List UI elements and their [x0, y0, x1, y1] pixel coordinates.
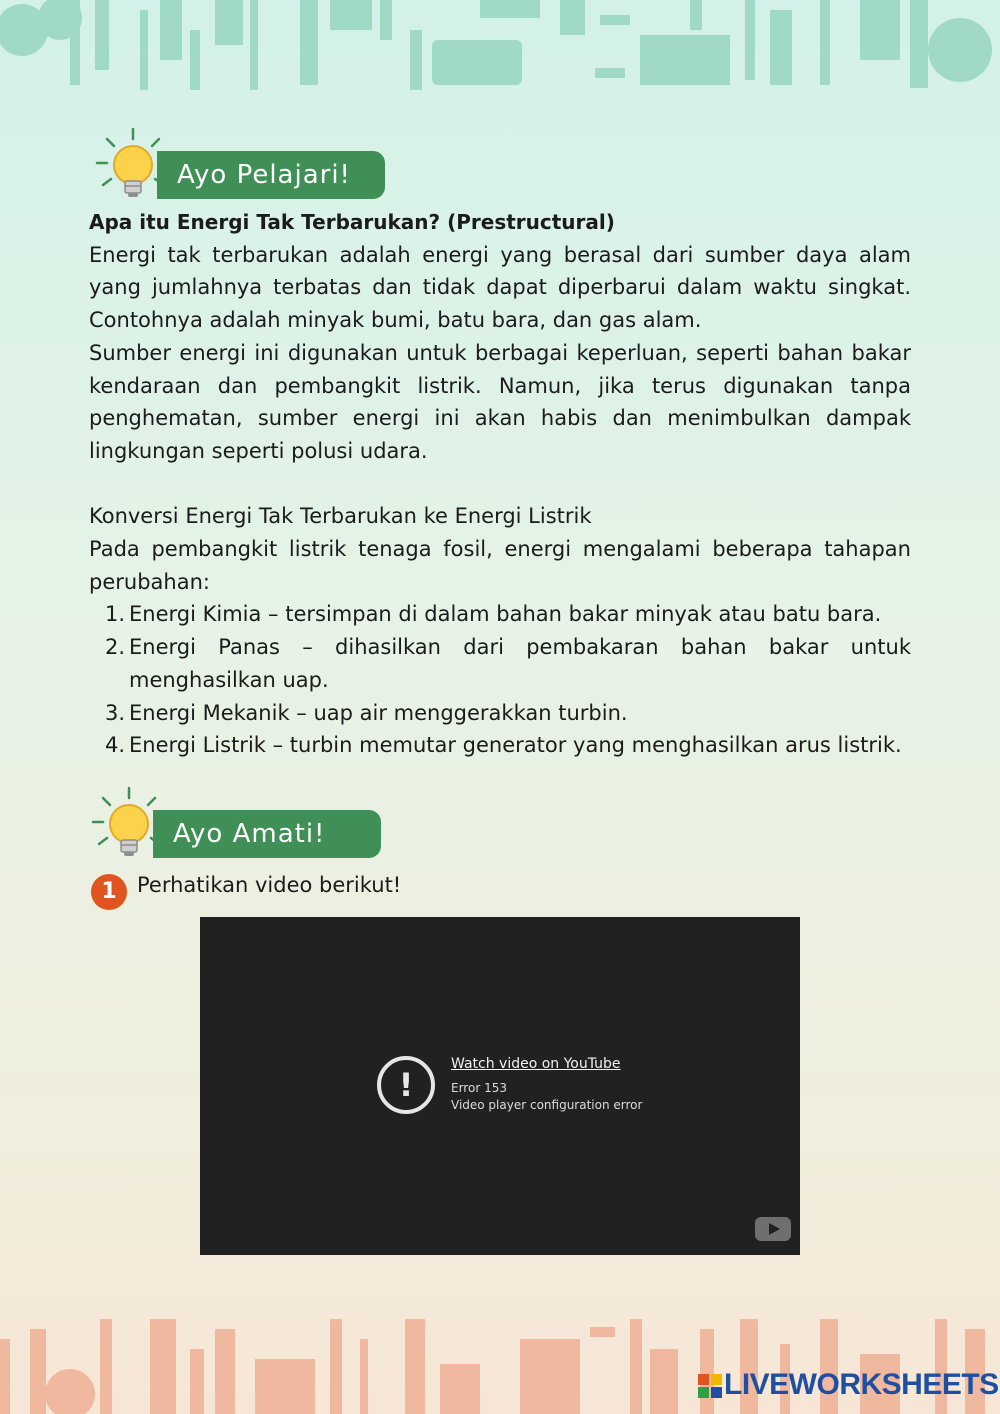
step-number: 1. — [105, 602, 126, 627]
step-text: Energi Kimia – tersimpan di dalam bahan bakar minyak atau batu bara. — [129, 602, 882, 627]
top-decoration — [0, 0, 1000, 95]
step-number: 2. — [105, 635, 126, 660]
error-message: Video player configuration error — [451, 1098, 643, 1112]
section-title: Ayo Pelajari! — [157, 151, 385, 199]
list-item — [89, 598, 911, 631]
intro-paragraph-2: Sumber energi ini digunakan untuk berbagai keperluan, seperti bahan bakar kendaraan dan pembangkit listrik. Namun, jika terus digunakan tanpa penghematan, sumber energi ini akan habis dan menimbulkan dampak lingkungan seperti polusi udara. — [89, 340, 911, 463]
step-text: Energi Panas – dihasilkan dari pembakaran bahan bakar untuk menghasilkan uap. — [129, 635, 911, 692]
list-item — [89, 729, 911, 762]
section-title: Ayo Amati! — [153, 810, 381, 858]
video-player[interactable] — [200, 917, 800, 1255]
intro-section — [89, 206, 911, 762]
intro-title: Apa itu Energi Tak Terbarukan? (Prestructural) — [89, 210, 615, 234]
step-number: 3. — [105, 700, 126, 725]
liveworksheets-logo-icon — [698, 1374, 722, 1398]
watch-on-youtube-link[interactable]: Watch video on YouTube — [451, 1056, 621, 1072]
conversion-subtitle: Konversi Energi Tak Terbarukan ke Energi Listrik — [89, 504, 592, 529]
spacer — [89, 468, 911, 501]
error-icon: ! — [377, 1056, 435, 1114]
section-header-ayo-amati — [89, 810, 389, 870]
brand-name: LIVEWORKSHEETS — [724, 1368, 999, 1401]
error-code: Error 153 — [451, 1081, 507, 1095]
liveworksheets-brand[interactable] — [698, 1368, 999, 1404]
list-item — [89, 631, 911, 696]
youtube-logo-icon[interactable] — [755, 1217, 791, 1241]
task-instruction: Perhatikan video berikut! — [137, 873, 402, 897]
step-text: Energi Listrik – turbin memutar generator yang menghasilkan arus listrik. — [129, 733, 902, 758]
conversion-steps-list — [89, 598, 911, 762]
step-text: Energi Mekanik – uap air menggerakkan turbin. — [129, 700, 628, 725]
step-number: 4. — [105, 733, 126, 758]
task-number-badge: 1 — [91, 874, 127, 910]
list-item — [89, 697, 911, 730]
conversion-lead: Pada pembangkit listrik tenaga fosil, energi mengalami beberapa tahapan perubahan: — [89, 537, 911, 594]
intro-paragraph-1: Energi tak terbarukan adalah energi yang berasal dari sumber daya alam yang jumlahnya terbatas dan tidak dapat diperbarui dalam waktu singkat. Contohnya adalah minyak bumi, batu bara, dan gas alam. — [89, 242, 911, 333]
section-header-ayo-pelajari — [93, 151, 393, 211]
